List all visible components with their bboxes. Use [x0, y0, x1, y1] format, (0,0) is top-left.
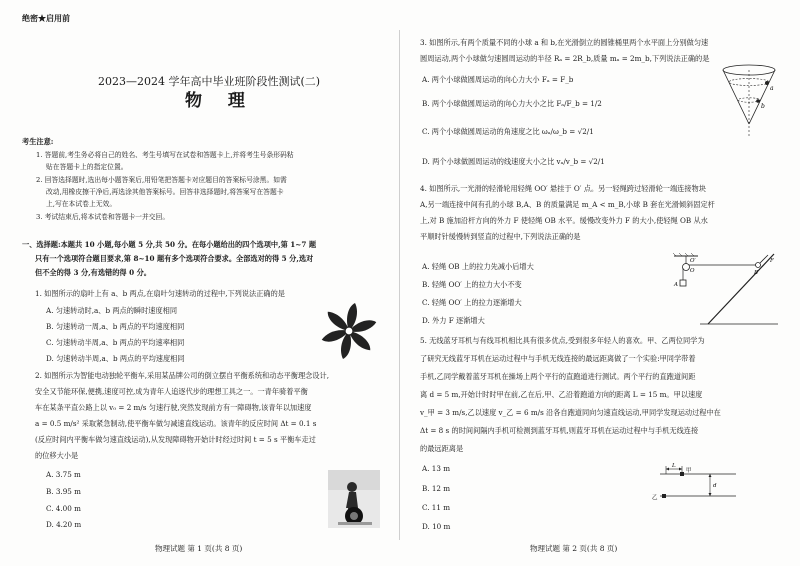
- q5-option-a: A. 13 m: [422, 464, 451, 473]
- footer-left: 物理试题 第 1 页(共 8 页): [155, 544, 243, 553]
- q4-line: A,另一端连接中间有孔的小球 B,A、B 的质量满足 m_A < m_B,小球 B 套在光滑倾斜固定杆: [420, 200, 715, 209]
- q2-line: 2. 如图所示为智能电动独轮平衡车,采用某品牌公司的倒立摆自平衡系统和动态平衡理念设计,: [35, 371, 330, 380]
- subject-title: 物 理: [185, 91, 255, 111]
- notice-line: 改动,用橡皮擦干净后,再选涂其他答案标号。回答非选择题时,将答案写在答题卡: [46, 188, 284, 196]
- cone-label-a: a: [770, 85, 774, 92]
- q1-option-d: D. 匀速转动半周,a、b 两点的平均速度相同: [46, 354, 185, 363]
- q1-option-b: B. 匀速转动一周,a、b 两点的平均速度相同: [46, 322, 185, 331]
- q2-option-a: A. 3.75 m: [46, 470, 81, 479]
- cone-figure: [718, 62, 780, 138]
- exam-title: 2023—2024 学年高中毕业班阶段性测试(二): [98, 75, 321, 88]
- q4-line: 平顺时针缓慢转到竖直的过程中,下列说法正确的是: [420, 232, 581, 241]
- q5-option-d: D. 10 m: [422, 522, 451, 531]
- cone-label-b: b: [761, 103, 765, 110]
- track-label-l: L: [672, 463, 676, 469]
- q5-line: 手机,乙同学戴着蓝牙耳机在操场上两个平行的直跑道进行测试。两个平行的直跑道间距: [420, 372, 696, 381]
- q3-line: 3. 如图所示,有两个质量不同的小球 a 和 b,在光滑倒立的圆锥桶里两个水平面上分别做匀速: [420, 38, 709, 47]
- pulley-label-b: B: [754, 270, 759, 276]
- footer-right: 物理试题 第 2 页(共 8 页): [530, 544, 618, 553]
- q3-line: 圆周运动,两个小球做匀速圆周运动的半径 Rₐ = 2R_b,质量 mₐ = 2m_b,下列说法正确的是: [420, 54, 710, 63]
- q3-option-a: A. 两个小球做圆周运动的向心力大小 Fₐ = F_b: [422, 75, 574, 84]
- q5-line: 了研究无线蓝牙耳机在运动过程中与手机无线连接的最远距离做了一个实验:甲同学带着: [420, 354, 696, 363]
- q2-line: 车在某条平直公路上以 v₀ = 2 m/s 匀速行驶,突然发现前方有一障碍物,该青年以加速度: [35, 403, 312, 412]
- notice-line: 2. 回答选择题时,选出每小题答案后,用铅笔把答题卡对应题目的答案标号涂黑。如需: [36, 176, 287, 184]
- q1-option-a: A. 匀速转动时,a、b 两点的瞬时速度相同: [46, 306, 178, 315]
- track-label-jia: 甲: [686, 468, 692, 474]
- secret-label: 绝密★启用前: [22, 13, 70, 23]
- q2-line: 安全又节能环保,便携,速度可控,成为青年人追逐代步的理想工具之一。一青年骑着平衡: [35, 387, 308, 396]
- notice-heading: 考生注意:: [22, 137, 54, 146]
- q2-line: 的位移大小是: [35, 451, 79, 460]
- pulley-label-o: O: [690, 268, 695, 274]
- q5-option-c: C. 11 m: [422, 503, 451, 512]
- q4-option-a: A. 轻绳 OB 上的拉力先减小后增大: [422, 262, 534, 271]
- pulley-label-o-prime: O′: [690, 258, 696, 264]
- q2-option-c: C. 4.00 m: [46, 504, 81, 513]
- q4-option-b: B. 轻绳 OO′ 上的拉力大小不变: [422, 280, 522, 289]
- q1-stem: 1. 如图所示的扇叶上有 a、b 两点,在扇叶匀速转动的过程中,下列说法正确的是: [35, 289, 285, 298]
- q1-option-c: C. 匀速转动半周,a、b 两点的平均速率相同: [46, 338, 185, 347]
- q2-line: a = 0.5 m/s² 采取紧急制动,使平衡车做匀减速直线运动。该青年的反应时间 Δt = 0.1 s: [35, 419, 317, 428]
- q3-option-d: D. 两个小球做圆周运动的线速度大小之比 vₐ/v_b = √2/1: [422, 157, 605, 166]
- fan-figure: [318, 300, 380, 362]
- notice-line: 3. 考试结束后,将本试卷和答题卡一并交回。: [36, 213, 170, 221]
- q2-option-d: D. 4.20 m: [46, 520, 82, 529]
- q4-option-c: C. 轻绳 OO′ 上的拉力逐渐增大: [422, 298, 522, 307]
- notice-line: 上,写在本试卷上无效。: [46, 200, 117, 208]
- pulley-figure: [670, 252, 782, 328]
- track-label-d: d: [713, 483, 717, 489]
- pulley-label-f: F: [770, 258, 774, 264]
- q4-option-d: D. 外力 F 逐渐增大: [422, 316, 485, 325]
- q5-line: 离 d = 5 m,开始计时时甲在前,乙在后,甲、乙沿着跑道方向的距离 L = 15 m。甲以速度: [420, 390, 703, 399]
- section-instructions: 只有一个选项符合题目要求,第 8~10 题有多个选项符合要求。全部选对的得 5 分,选对: [35, 254, 314, 263]
- q5-line: 5. 无线蓝牙耳机与有线耳机相比具有很多优点,受到很多年轻人的喜欢。甲、乙两位同学为: [420, 336, 705, 345]
- q5-line: v_甲 = 3 m/s,乙以速度 v_乙 = 6 m/s 沿各自跑道同向匀速直线运动,甲同学发现运动过程中在: [420, 408, 721, 417]
- q4-line: 上,对 B 施加沿杆方向的外力 F 使轻绳 OB 水平。缓慢改变外力 F 的大小,使轻绳 OB 从水: [420, 216, 708, 225]
- q2-option-b: B. 3.95 m: [46, 487, 81, 496]
- q3-option-c: C. 两个小球做圆周运动的角速度之比 ωₐ/ω_b = √2/1: [422, 127, 594, 136]
- q5-line: 的最远距离是: [420, 444, 464, 453]
- q5-line: Δt = 8 s 的时间间隔内手机可检测到蓝牙耳机,则蓝牙耳机在运动过程中与手机无线连接: [420, 426, 699, 435]
- balance-wheel-photo: [328, 470, 380, 528]
- q3-option-b: B. 两个小球做圆周运动的向心力大小之比 Fₐ/F_b = 1/2: [422, 99, 602, 108]
- track-label-yi: 乙: [652, 495, 658, 501]
- right-column: [400, 0, 800, 566]
- q4-line: 4. 如图所示,一光滑的轻滑轮用轻绳 OO′ 悬挂于 O′ 点。另一轻绳跨过轻滑轮一端连接物块: [420, 184, 706, 193]
- pulley-label-a: A: [674, 282, 678, 288]
- q5-option-b: B. 12 m: [422, 484, 451, 493]
- notice-line: 贴在答题卡上的指定位置。: [46, 163, 128, 171]
- section-instructions: 但不全的得 3 分,有选错的得 0 分。: [35, 268, 151, 277]
- track-figure: [650, 462, 742, 508]
- q2-line: (反应时间内平衡车做匀速直线运动),从发现障碍物开始计时经过时间 t = 5 s 平衡车走过: [35, 435, 316, 444]
- section-instructions: 一、选择题:本题共 10 小题,每小题 5 分,共 50 分。在每小题给出的四个选项中,第 1~7 题: [22, 240, 317, 249]
- notice-line: 1. 答题前,考生务必将自己的姓名、考生号填写在试卷和答题卡上,并将考生号条形码粘: [36, 151, 294, 159]
